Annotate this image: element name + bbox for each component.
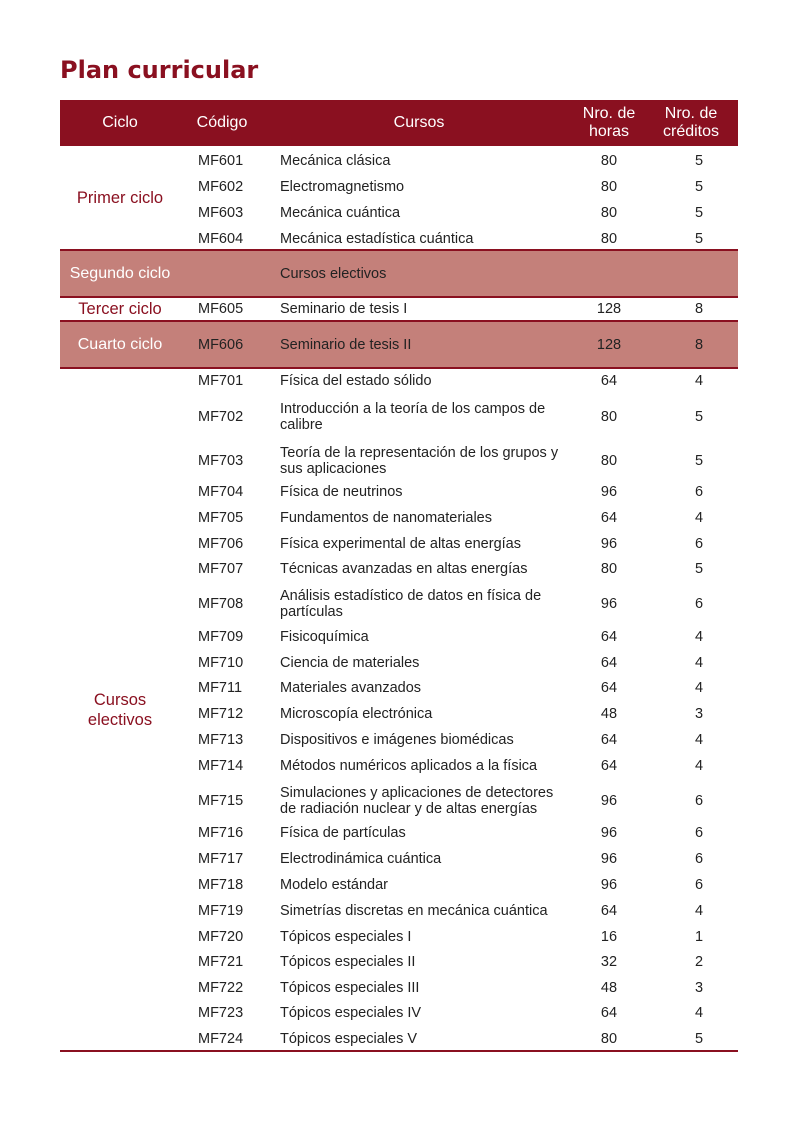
table-row — [60, 729, 738, 751]
table-row — [60, 533, 738, 555]
course-name: Fisicoquímica — [280, 629, 369, 645]
course-name: Ciencia de materiales — [280, 655, 420, 671]
table-bottom-rule — [60, 1050, 738, 1052]
course-credits: 4 — [694, 1005, 704, 1021]
table-row — [60, 926, 738, 948]
course-name: Técnicas avanzadas en altas energías — [280, 561, 528, 577]
header-codigo: Código — [196, 114, 248, 131]
course-code: MF711 — [198, 680, 243, 696]
course-credits: 6 — [694, 851, 704, 867]
course-name: Microscopía electrónica — [280, 706, 433, 722]
course-hours: 128 — [596, 301, 622, 317]
header-ciclo: Ciclo — [102, 114, 138, 131]
course-hours: 80 — [600, 1031, 618, 1047]
course-code: MF718 — [198, 877, 244, 893]
course-name: Simetrías discretas en mecánica cuántica — [280, 903, 548, 919]
course-credits: 5 — [694, 453, 704, 469]
segundo-ciclo-label: Segundo ciclo — [69, 264, 171, 282]
segundo-ciclo-course: Cursos electivos — [280, 265, 387, 282]
course-credits: 4 — [694, 510, 704, 526]
tercer-ciclo-row — [60, 298, 738, 320]
course-credits: 5 — [694, 205, 704, 221]
course-code: MF701 — [198, 373, 244, 389]
table-row — [60, 1028, 738, 1050]
course-name: Seminario de tesis I — [280, 301, 408, 317]
course-hours: 64 — [600, 903, 618, 919]
cuarto-ciclo-row — [60, 322, 738, 367]
table-row — [60, 652, 738, 674]
course-name: Tópicos especiales V — [280, 1031, 418, 1047]
header-horas: Nro. de horas — [582, 105, 636, 140]
page-title: Plan curricular — [60, 56, 259, 84]
tercer-ciclo-label: Tercer ciclo — [78, 299, 162, 318]
cuarto-ciclo-label: Cuarto ciclo — [77, 335, 163, 353]
course-name: Modelo estándar — [280, 877, 389, 893]
course-credits: 8 — [694, 301, 704, 317]
course-code: MF604 — [198, 231, 244, 247]
course-hours: 96 — [600, 851, 618, 867]
course-hours: 64 — [600, 758, 618, 774]
course-hours: 64 — [600, 655, 618, 671]
course-credits: 4 — [694, 758, 704, 774]
course-name: Dispositivos e imágenes biomédicas — [280, 732, 514, 748]
course-credits: 3 — [694, 706, 704, 722]
course-hours: 96 — [600, 484, 618, 500]
course-hours: 64 — [600, 680, 618, 696]
header-cursos: Cursos — [393, 114, 445, 131]
table-row — [60, 677, 738, 699]
course-credits: 5 — [694, 153, 704, 169]
course-credits: 5 — [694, 231, 704, 247]
course-name: Introducción a la teoría de los campos de calibre — [280, 401, 546, 433]
course-hours: 96 — [600, 793, 618, 809]
course-hours: 32 — [600, 954, 618, 970]
table-row — [60, 900, 738, 922]
table-row — [60, 228, 738, 250]
table-row — [60, 755, 738, 777]
table-row — [60, 481, 738, 503]
course-name: Mecánica clásica — [280, 153, 391, 169]
course-credits: 6 — [694, 877, 704, 893]
segundo-ciclo-row — [60, 251, 738, 296]
electivos-label: Cursos electivos — [87, 691, 153, 729]
course-credits: 5 — [694, 179, 704, 195]
table-row — [60, 397, 738, 437]
course-code: MF724 — [198, 1031, 244, 1047]
course-hours: 64 — [600, 510, 618, 526]
course-credits: 6 — [694, 536, 704, 552]
course-code: MF709 — [198, 629, 244, 645]
course-hours: 96 — [600, 596, 618, 612]
course-name: Electromagnetismo — [280, 179, 405, 195]
course-hours: 64 — [600, 1005, 618, 1021]
course-hours: 80 — [600, 561, 618, 577]
course-hours: 96 — [600, 825, 618, 841]
course-credits: 4 — [694, 680, 704, 696]
course-code: MF713 — [198, 732, 244, 748]
course-name: Tópicos especiales II — [280, 954, 416, 970]
course-code: MF715 — [198, 793, 244, 809]
course-code: MF703 — [198, 453, 244, 469]
table-row — [60, 977, 738, 999]
course-code: MF603 — [198, 205, 244, 221]
table-row — [60, 1002, 738, 1024]
table-row — [60, 202, 738, 224]
table-row — [60, 822, 738, 844]
course-credits: 4 — [694, 732, 704, 748]
table-row — [60, 441, 738, 481]
course-code: MF708 — [198, 596, 244, 612]
course-name: Física de neutrinos — [280, 484, 403, 500]
course-hours: 64 — [600, 732, 618, 748]
course-hours: 48 — [600, 980, 618, 996]
course-code: MF716 — [198, 825, 244, 841]
course-name: Teoría de la representación de los grupos y sus aplicaciones — [280, 445, 559, 477]
course-hours: 96 — [600, 536, 618, 552]
course-code: MF707 — [198, 561, 244, 577]
table-row — [60, 848, 738, 870]
course-name: Física de partículas — [280, 825, 406, 841]
course-code: MF605 — [198, 301, 244, 317]
course-credits: 4 — [694, 655, 704, 671]
course-hours: 80 — [600, 453, 618, 469]
primer-ciclo-label: Primer ciclo — [76, 189, 164, 207]
course-name: Seminario de tesis II — [280, 336, 412, 353]
table-row — [60, 951, 738, 973]
course-code: MF706 — [198, 536, 244, 552]
course-code: MF710 — [198, 655, 244, 671]
table-header — [60, 100, 738, 146]
course-code: MF702 — [198, 409, 244, 425]
course-name: Materiales avanzados — [280, 680, 422, 696]
table-row — [60, 781, 738, 821]
course-code: MF723 — [198, 1005, 244, 1021]
table-row — [60, 584, 738, 624]
course-credits: 6 — [694, 596, 704, 612]
course-code: MF714 — [198, 758, 244, 774]
course-credits: 4 — [694, 373, 704, 389]
course-name: Tópicos especiales III — [280, 980, 420, 996]
course-hours: 80 — [600, 153, 618, 169]
table-row — [60, 176, 738, 198]
course-credits: 5 — [694, 409, 704, 425]
course-credits: 3 — [694, 980, 704, 996]
divider — [60, 367, 738, 369]
course-hours: 64 — [600, 373, 618, 389]
course-credits: 5 — [694, 1031, 704, 1047]
course-code: MF705 — [198, 510, 244, 526]
course-name: Mecánica estadística cuántica — [280, 231, 474, 247]
course-name: Métodos numéricos aplicados a la física — [280, 758, 538, 774]
course-code: MF602 — [198, 179, 244, 195]
course-code: MF719 — [198, 903, 244, 919]
course-credits: 1 — [694, 929, 704, 945]
course-name: Electrodinámica cuántica — [280, 851, 442, 867]
table-row — [60, 370, 738, 392]
table-row — [60, 626, 738, 648]
course-name: Tópicos especiales IV — [280, 1005, 422, 1021]
course-code: MF601 — [198, 153, 244, 169]
course-code: MF606 — [198, 336, 244, 353]
table-row — [60, 703, 738, 725]
course-credits: 6 — [694, 825, 704, 841]
course-hours: 48 — [600, 706, 618, 722]
course-name: Mecánica cuántica — [280, 205, 401, 221]
header-creditos: Nro. de créditos — [662, 105, 720, 140]
course-code: MF712 — [198, 706, 244, 722]
course-hours: 96 — [600, 877, 618, 893]
table-row — [60, 507, 738, 529]
course-credits: 6 — [694, 793, 704, 809]
course-credits: 8 — [694, 336, 704, 353]
course-hours: 80 — [600, 205, 618, 221]
course-name: Física del estado sólido — [280, 373, 432, 389]
course-credits: 5 — [694, 561, 704, 577]
course-credits: 6 — [694, 484, 704, 500]
table-row — [60, 874, 738, 896]
course-code: MF720 — [198, 929, 244, 945]
course-hours: 80 — [600, 179, 618, 195]
course-hours: 128 — [596, 336, 622, 353]
course-credits: 2 — [694, 954, 704, 970]
course-credits: 4 — [694, 903, 704, 919]
course-name: Análisis estadístico de datos en física de partículas — [280, 588, 542, 620]
course-hours: 64 — [600, 629, 618, 645]
course-credits: 4 — [694, 629, 704, 645]
table-row — [60, 558, 738, 580]
course-name: Tópicos especiales I — [280, 929, 412, 945]
course-name: Fundamentos de nanomateriales — [280, 510, 492, 526]
course-hours: 80 — [600, 409, 618, 425]
course-code: MF722 — [198, 980, 244, 996]
course-name: Física experimental de altas energías — [280, 536, 521, 552]
course-code: MF717 — [198, 851, 244, 867]
course-code: MF721 — [198, 954, 244, 970]
course-hours: 80 — [600, 231, 618, 247]
course-name: Simulaciones y aplicaciones de detectores de radiación nuclear y de altas energías — [280, 785, 554, 817]
course-code: MF704 — [198, 484, 244, 500]
course-hours: 16 — [600, 929, 618, 945]
table-row — [60, 150, 738, 172]
